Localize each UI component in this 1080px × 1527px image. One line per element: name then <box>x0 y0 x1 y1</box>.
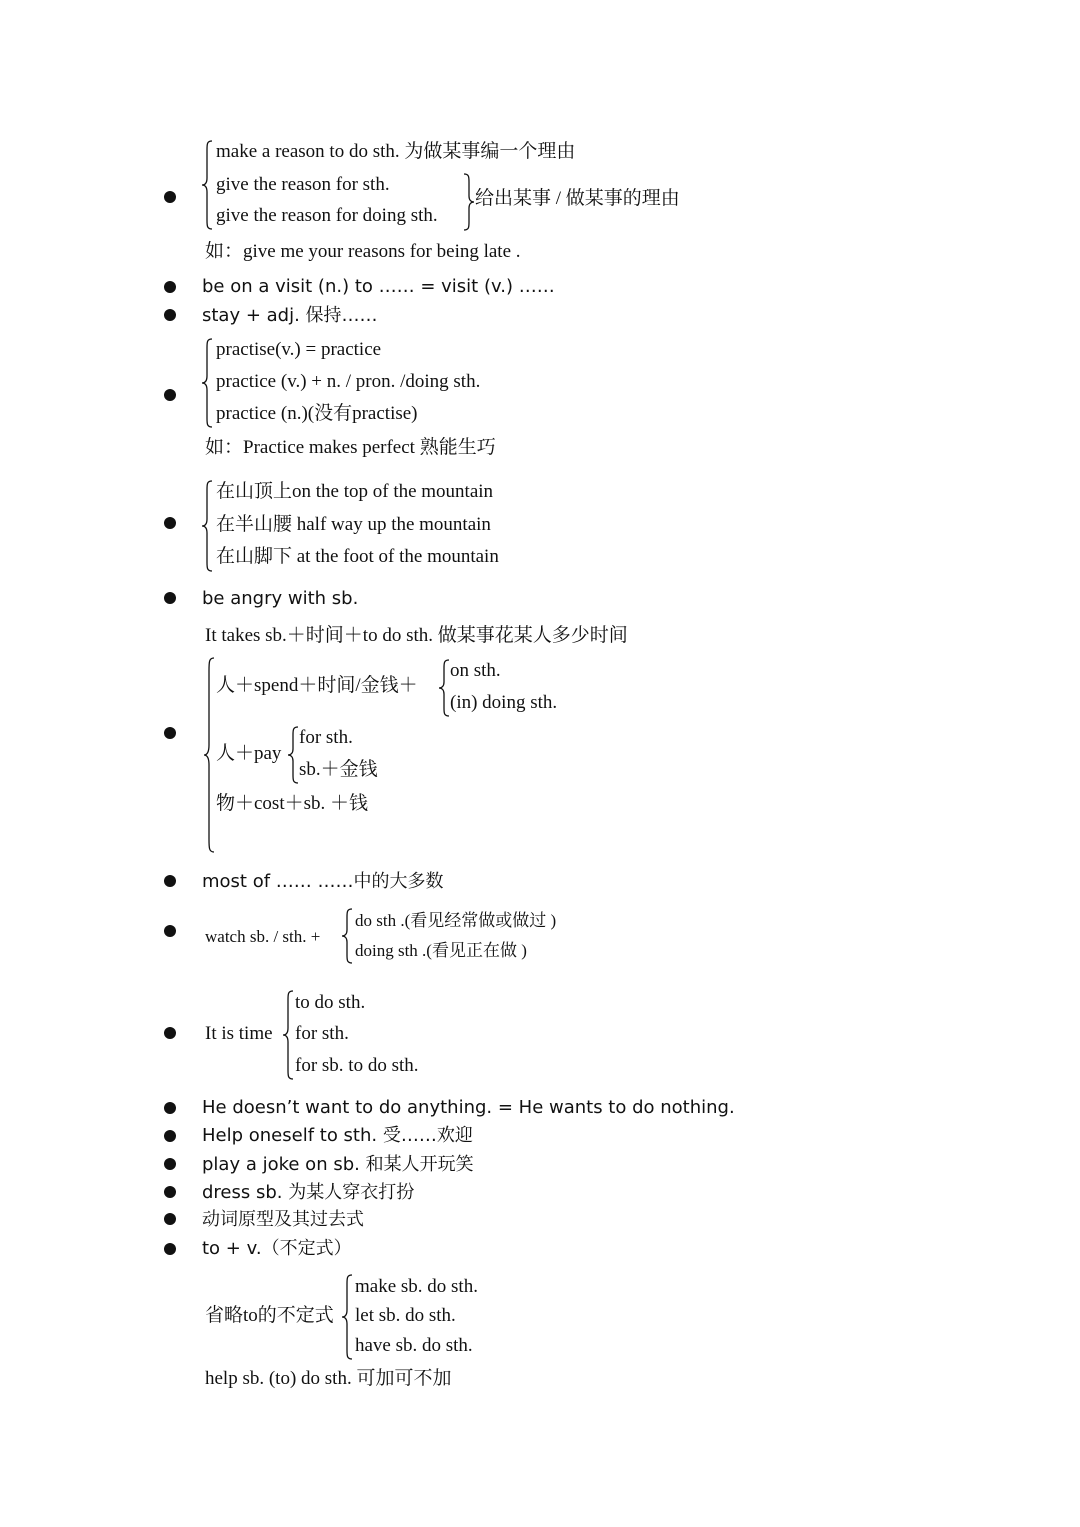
left-brace <box>340 908 354 964</box>
bullet-point <box>164 281 176 293</box>
bullet-point <box>164 309 176 321</box>
item4-line2: practice (v.) + n. / pron. /doing sth. <box>216 371 481 392</box>
item16-option-b: let sb. do sth. <box>355 1305 456 1326</box>
item15-text: 动词原型及其过去式 <box>202 1209 364 1230</box>
item6-text: be angry with sb. <box>202 588 359 609</box>
bullet-point <box>164 517 176 529</box>
item1-line3: give the reason for doing sth. <box>216 205 438 226</box>
bullet-point <box>164 1130 176 1142</box>
item4-example: 如：Practice makes perfect 熟能生巧 <box>205 437 496 458</box>
item7-pay-for: for sth. <box>299 727 353 748</box>
bullet-point <box>164 1102 176 1114</box>
item13-text: play a joke on sb. 和某人开玩笑 <box>202 1154 474 1175</box>
item9-lead: watch sb. / sth. + <box>205 927 321 946</box>
item2-text: be on a visit (n.) to …… = visit (v.) …… <box>202 276 555 297</box>
item9-option-a: do sth .(看见经常做或做过 ) <box>355 911 557 930</box>
item5-line2: 在半山腰 half way up the mountain <box>216 514 491 535</box>
left-brace <box>437 659 451 717</box>
bullet-point <box>164 925 176 937</box>
bullet-point <box>164 1186 176 1198</box>
right-brace <box>462 173 476 231</box>
item7-spend: 人＋spend＋时间/金钱＋ <box>216 675 418 696</box>
item10-option-c: for sb. to do sth. <box>295 1055 419 1076</box>
item11-text: He doesn’t want to do anything. = He wants to do nothing. <box>202 1097 735 1118</box>
left-brace <box>340 1274 354 1360</box>
item1-line1: make a reason to do sth. 为做某事编一个理由 <box>216 141 576 162</box>
bullet-point <box>164 1027 176 1039</box>
left-brace <box>281 990 295 1080</box>
item12-text: Help oneself to sth. 受……欢迎 <box>202 1125 473 1146</box>
item4-line3: practice (n.)(没有practise) <box>216 403 418 424</box>
left-brace <box>200 140 214 230</box>
item7-spend-doing: (in) doing sth. <box>450 692 558 713</box>
item7-intro: It takes sb.＋时间＋to do sth. 做某事花某人多少时间 <box>205 625 628 646</box>
bullet-point <box>164 1158 176 1170</box>
item1-right-label: 给出某事 / 做某事的理由 <box>475 188 680 209</box>
bullet-point <box>164 592 176 604</box>
item8-text: most of …… ……中的大多数 <box>202 871 444 892</box>
left-brace <box>200 338 214 428</box>
item5-line3: 在山脚下 at the foot of the mountain <box>216 546 499 567</box>
item16-option-c: have sb. do sth. <box>355 1335 473 1356</box>
item3-text: stay + adj. 保持…… <box>202 305 378 326</box>
item1-example: 如：give me your reasons for being late . <box>205 241 521 262</box>
item4-line1: practise(v.) = practice <box>216 339 382 360</box>
item16-lead: 省略to的不定式 <box>205 1305 334 1326</box>
left-brace <box>202 657 216 853</box>
item9-option-b: doing sth .(看见正在做 ) <box>355 941 527 960</box>
item7-pay-sb: sb.＋金钱 <box>299 759 378 780</box>
item10-option-b: for sth. <box>295 1023 349 1044</box>
item7-cost: 物＋cost＋sb. ＋钱 <box>216 793 369 814</box>
item16-option-a: make sb. do sth. <box>355 1276 478 1297</box>
item1-line2: give the reason for sth. <box>216 174 390 195</box>
left-brace <box>286 726 300 784</box>
item7-pay: 人＋pay <box>216 743 282 764</box>
item5-line1: 在山顶上on the top of the mountain <box>216 481 494 502</box>
bullet-point <box>164 1213 176 1225</box>
item7-spend-on: on sth. <box>450 660 501 681</box>
left-brace <box>200 480 214 572</box>
item16-note: help sb. (to) do sth. 可加可不加 <box>205 1368 452 1389</box>
item10-lead: It is time <box>205 1023 273 1044</box>
bullet-point <box>164 1243 176 1255</box>
bullet-point <box>164 191 176 203</box>
bullet-point <box>164 875 176 887</box>
item16-text: to + v.（不定式） <box>202 1238 352 1259</box>
item14-text: dress sb. 为某人穿衣打扮 <box>202 1182 415 1203</box>
item10-option-a: to do sth. <box>295 992 366 1013</box>
bullet-point <box>164 389 176 401</box>
bullet-point <box>164 727 176 739</box>
